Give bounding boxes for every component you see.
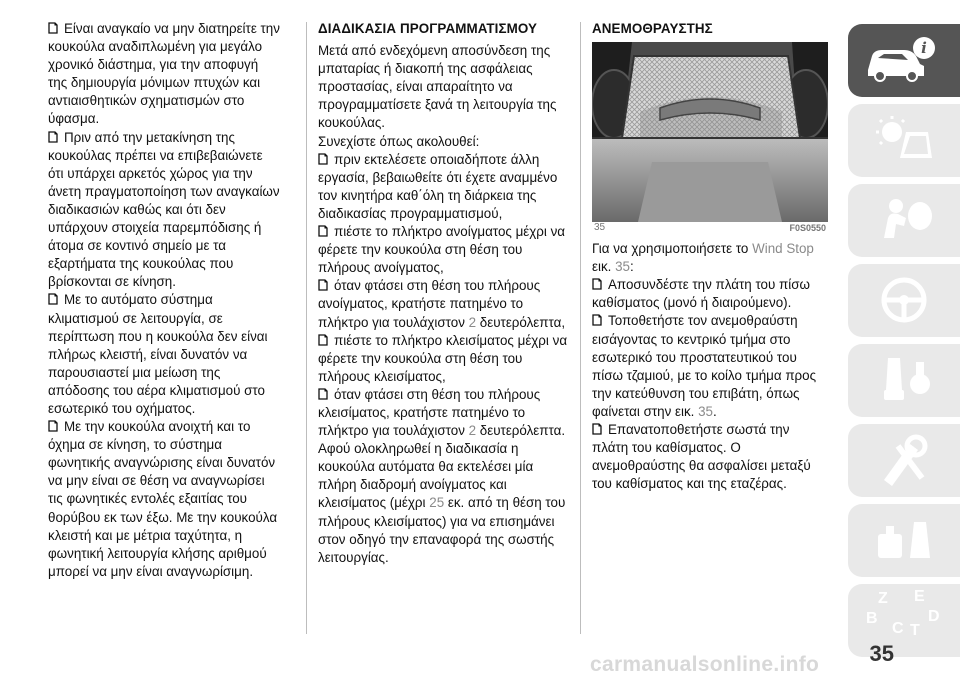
bullet-icon bbox=[592, 278, 602, 290]
follow-text: Συνεχίστε όπως ακολουθεί: bbox=[318, 133, 480, 149]
wind-stop-column bbox=[592, 20, 828, 493]
bullet-icon bbox=[48, 131, 58, 143]
bullet-icon bbox=[48, 22, 58, 34]
closing-text: Αφού ολοκληρωθεί η διαδικασία η κουκούλα αυτόματα θα εκτελέσει μία πλήρη διαδρομή ανοίγματος και κλεισίματος (μέχρι 25 εκ. από τη θέση του πλήρους κλεισίματος) για να επισημάνει στον οδηγό την επαναφορά της σωστής λειτουργίας. bbox=[318, 441, 566, 565]
bullet-icon bbox=[592, 314, 602, 326]
bullet-icon bbox=[318, 225, 328, 237]
column-divider bbox=[580, 22, 581, 634]
programming-procedure-column bbox=[318, 20, 574, 567]
figure-reference: 35 bbox=[615, 259, 630, 275]
lights-icon bbox=[870, 114, 940, 166]
tab-index[interactable] bbox=[848, 584, 960, 657]
bullet-icon bbox=[592, 423, 602, 435]
car-info-icon bbox=[862, 36, 942, 86]
usage-step: Αποσυνδέστε την πλάτη του πίσω καθίσματος (μονό ή διαιρούμενο). bbox=[592, 277, 810, 311]
tab-warning-lights[interactable] bbox=[848, 344, 960, 417]
product-name: Wind Stop bbox=[752, 241, 814, 257]
tab-letter: T bbox=[910, 622, 920, 639]
warning-lights-icon bbox=[870, 354, 940, 406]
tab-letter: D bbox=[928, 608, 940, 625]
tools-icon bbox=[870, 434, 940, 486]
usage-step: Τοποθετήστε τον ανεμοθραύστη εισάγοντας το κεντρικό τμήμα στο εσωτερικό του προστατευτικού του πίσω τζαμιού, με το κοίλο τμήμα προς την κατεύθυνση του επιβάτη, όπως φαίνεται στην εικ. 35. bbox=[592, 313, 817, 419]
warning-paragraph: Με το αυτόματο σύστημα κλιματισμού σε λειτουργία, σε περίπτωση που η κουκούλα δεν είναι πλήρως κλειστή, είναι δυνατόν να παρουσιαστεί μια μείωση της απόδοσης του αέρα κλιματισμού στο εσωτερικό του οχήματος. bbox=[48, 292, 268, 416]
figure-code: F0S0550 bbox=[789, 223, 826, 233]
procedure-step: πιέστε το πλήκτρο ανοίγματος μέχρι να φέρετε την κουκούλα στη θέση του πλήρους ανοίγματος, bbox=[318, 224, 566, 276]
reference-value: 2 bbox=[468, 314, 477, 330]
tab-letter: E bbox=[914, 588, 925, 605]
usage-intro: Για να χρησιμοποιήσετε το Wind Stop εικ. 35: bbox=[592, 241, 814, 275]
tab-lights[interactable] bbox=[848, 104, 960, 177]
bullet-icon bbox=[318, 279, 328, 291]
tab-maintenance[interactable] bbox=[848, 504, 960, 577]
maintenance-icon bbox=[870, 514, 940, 566]
tab-starting-driving[interactable] bbox=[848, 264, 960, 337]
procedure-step: όταν φτάσει στη θέση του πλήρους κλεισίματος, κρατήστε πατημένο το πλήκτρο για τουλάχιστον 2 δευτερόλεπτα. bbox=[318, 386, 566, 439]
page-number: 35 bbox=[869, 641, 894, 666]
bullet-icon bbox=[318, 388, 328, 400]
tab-letter: C bbox=[892, 620, 904, 637]
procedure-step: όταν φτάσει στη θέση του πλήρους ανοίγματος, κρατήστε πατημένο το πλήκτρο για τουλάχιστον 2 δευτερόλεπτα, bbox=[318, 278, 566, 330]
bullet-icon bbox=[318, 334, 328, 346]
wind-stop-photo bbox=[592, 42, 828, 222]
tab-vehicle-info[interactable] bbox=[848, 24, 960, 97]
reference-value: 2 bbox=[468, 423, 477, 439]
section-heading: ΑΝΕΜΟΘΡΑΥΣΤΗΣ bbox=[592, 21, 713, 36]
procedure-step: πιέστε το πλήκτρο κλεισίματος μέχρι να φέρετε την κουκούλα στη θέση του πλήρους κλεισίματος, bbox=[318, 332, 568, 384]
watermark: carmanualsonline.info bbox=[590, 653, 820, 676]
warning-paragraph: Με την κουκούλα ανοιχτή και το όχημα σε κίνηση, το σύστημα φωνητικής αναγνώρισης είναι δυνατόν να μην είναι σε θέση να αναγνωρίσει τις φωνητικές εντολές εξαιτίας του θορύβου εκ των έξω. Με την κουκούλα κλειστή και με μέτρια ταχύτητα, η φωνητική λειτουργία κλήσης αριθμού μπορεί να μην είναι αναγνωρίσιμη. bbox=[48, 419, 278, 579]
procedure-step: πριν εκτελέσετε οποιαδήποτε άλλη εργασία, βεβαιωθείτε ότι έχετε αναμμένο τον κινητήρα καθ΄όλη τη διάρκεια της διαδικασίας προγραμματισμού, bbox=[318, 151, 558, 221]
bullet-icon bbox=[48, 293, 58, 305]
section-heading: ΔΙΑΔΙΚΑΣΙΑ ΠΡΟΓΡΑΜΜΑΤΙΣΜΟΥ bbox=[318, 21, 538, 36]
usage-step: Επανατοποθετήστε σωστά την πλάτη του καθίσματος. Ο ανεμοθραύστης θα ασφαλίσει μεταξύ του καθίσματος και της εταζέρας. bbox=[592, 422, 811, 492]
reference-value: 25 bbox=[429, 495, 445, 511]
warning-paragraph: Πριν από την μετακίνηση της κουκούλας πρέπει να επιβεβαιώνετε ότι υπάρχει αρκετός χώρος για την άνετη πραγματοποίηση των αναγκαίων διαδικασιών καθώς και ότι δεν υπάρχουν στοιχεία παρεμπόδισης ή άτομα σε κοντινό σημείο με τα εξαρτήματα της κουκούλας που βρίσκονται σε κίνηση. bbox=[48, 129, 280, 290]
bullet-icon bbox=[48, 420, 58, 432]
figure-number: 35 bbox=[594, 222, 606, 233]
bullet-icon bbox=[318, 153, 328, 165]
svg-text:i: i bbox=[921, 39, 927, 57]
steering-wheel-icon bbox=[870, 274, 940, 326]
wind-stop-illustration bbox=[592, 42, 828, 222]
column-divider bbox=[306, 22, 307, 634]
intro-text: Μετά από ενδεχόμενη αποσύνδεση της μπαταρίας ή διακοπή της ασφάλειας προστασίας, είναι απαραίτητο να προγραμματίσετε ξανά τη λειτουργία της κουκούλας. bbox=[318, 43, 557, 131]
tab-emergency[interactable] bbox=[848, 424, 960, 497]
figure-reference: 35 bbox=[698, 403, 714, 419]
tab-letter: B bbox=[866, 610, 878, 627]
figure-35 bbox=[592, 42, 828, 240]
tab-safety[interactable] bbox=[848, 184, 960, 257]
airbag-icon bbox=[870, 194, 940, 246]
warning-paragraph: Είναι αναγκαίο να μην διατηρείτε την κουκούλα αναδιπλωμένη για μεγάλο χρονικό διάστημα, για την αποφυγή της δημιουργία μόνιμων πτυχών και αντιαισθητικών σχηματισμών στο ύφασμα. bbox=[48, 21, 280, 127]
tab-letter: Z bbox=[878, 590, 888, 607]
warnings-column bbox=[48, 20, 280, 581]
